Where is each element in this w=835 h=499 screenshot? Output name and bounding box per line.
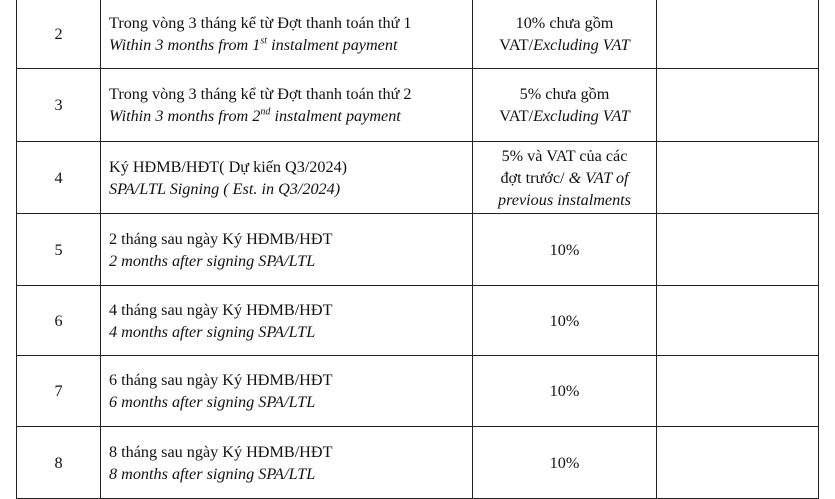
rate-line-1: 5% và VAT của các	[501, 146, 628, 165]
rate-cell	[473, 0, 657, 69]
rate-cell: 10%	[473, 427, 657, 499]
payment-schedule-table	[16, 0, 819, 499]
stage-en-text-post: instalment payment	[267, 35, 398, 54]
ordinal-suffix: st	[260, 35, 268, 47]
stage-en-text-post: instalment payment	[270, 107, 401, 125]
stage-cell	[101, 427, 473, 499]
stage-vi: 6 tháng sau ngày Ký HĐMB/HĐT	[109, 371, 333, 389]
empty-cell	[657, 356, 819, 427]
rate-vi: 5% chưa gồm	[519, 85, 610, 103]
ordinal-suffix: nd	[260, 106, 271, 118]
stage-vi: 8 tháng sau ngày Ký HĐMB/HĐT	[109, 442, 333, 461]
stage-cell	[101, 214, 473, 286]
rate-cell: 10%	[473, 214, 657, 286]
stage-vi: Trong vòng 3 tháng kể từ Đợt thanh toán thứ 1	[109, 13, 412, 32]
row-number: 8	[17, 427, 101, 499]
stage-en: SPA/LTL Signing ( Est. in Q3/2024)	[109, 179, 341, 198]
table-row	[17, 142, 819, 214]
stage-vi: 2 tháng sau ngày Ký HĐMB/HĐT	[109, 229, 333, 248]
row-number: 4	[17, 142, 101, 214]
rate-en-prefix: VAT/	[499, 107, 534, 125]
stage-en	[109, 105, 472, 127]
stage-en: 2 months after signing SPA/LTL	[109, 251, 316, 270]
rate-cell	[473, 69, 657, 142]
empty-cell	[657, 69, 819, 142]
empty-cell	[657, 142, 819, 214]
rate-line-2-prefix: đợt trước/	[500, 168, 565, 187]
rate-cell	[473, 142, 657, 214]
table-row	[17, 356, 819, 427]
empty-cell	[657, 427, 819, 499]
rate-cell: 10%	[473, 286, 657, 356]
stage-cell	[101, 286, 473, 356]
stage-en-text: Within 3 months from 1	[109, 35, 261, 54]
table-row	[17, 0, 819, 69]
stage-en	[109, 34, 472, 56]
table-row	[17, 286, 819, 356]
stage-cell	[101, 142, 473, 214]
row-number: 3	[17, 69, 101, 142]
stage-vi: Trong vòng 3 tháng kể từ Đợt thanh toán thứ 2	[109, 85, 412, 103]
stage-vi: 4 tháng sau ngày Ký HĐMB/HĐT	[109, 300, 333, 319]
row-number: 2	[17, 0, 101, 69]
table-row	[17, 214, 819, 286]
row-number: 5	[17, 214, 101, 286]
rate-en	[473, 105, 656, 127]
empty-cell	[657, 0, 819, 69]
stage-en: 8 months after signing SPA/LTL	[109, 464, 316, 483]
rate-cell: 10%	[473, 356, 657, 427]
rate-en-prefix: VAT/	[499, 35, 534, 54]
rate-line-2-italic: & VAT of	[564, 168, 629, 187]
table-row	[17, 427, 819, 499]
rate-vi: 10% chưa gồm	[515, 13, 614, 32]
rate-en-italic: Excluding VAT	[533, 35, 630, 54]
table-row	[17, 69, 819, 142]
rate-line-2	[473, 167, 656, 189]
stage-vi: Ký HĐMB/HĐT( Dự kiến Q3/2024)	[109, 157, 348, 176]
stage-cell	[101, 0, 473, 69]
row-number: 7	[17, 356, 101, 427]
rate-en	[473, 34, 656, 56]
rate-line-3: previous instalments	[498, 190, 631, 209]
rate-en-italic: Excluding VAT	[533, 107, 630, 125]
empty-cell	[657, 286, 819, 356]
stage-cell	[101, 69, 473, 142]
stage-en: 4 months after signing SPA/LTL	[109, 322, 316, 341]
stage-en: 6 months after signing SPA/LTL	[109, 393, 316, 411]
row-number: 6	[17, 286, 101, 356]
stage-cell	[101, 356, 473, 427]
stage-en-text: Within 3 months from 2	[109, 107, 261, 125]
empty-cell	[657, 214, 819, 286]
